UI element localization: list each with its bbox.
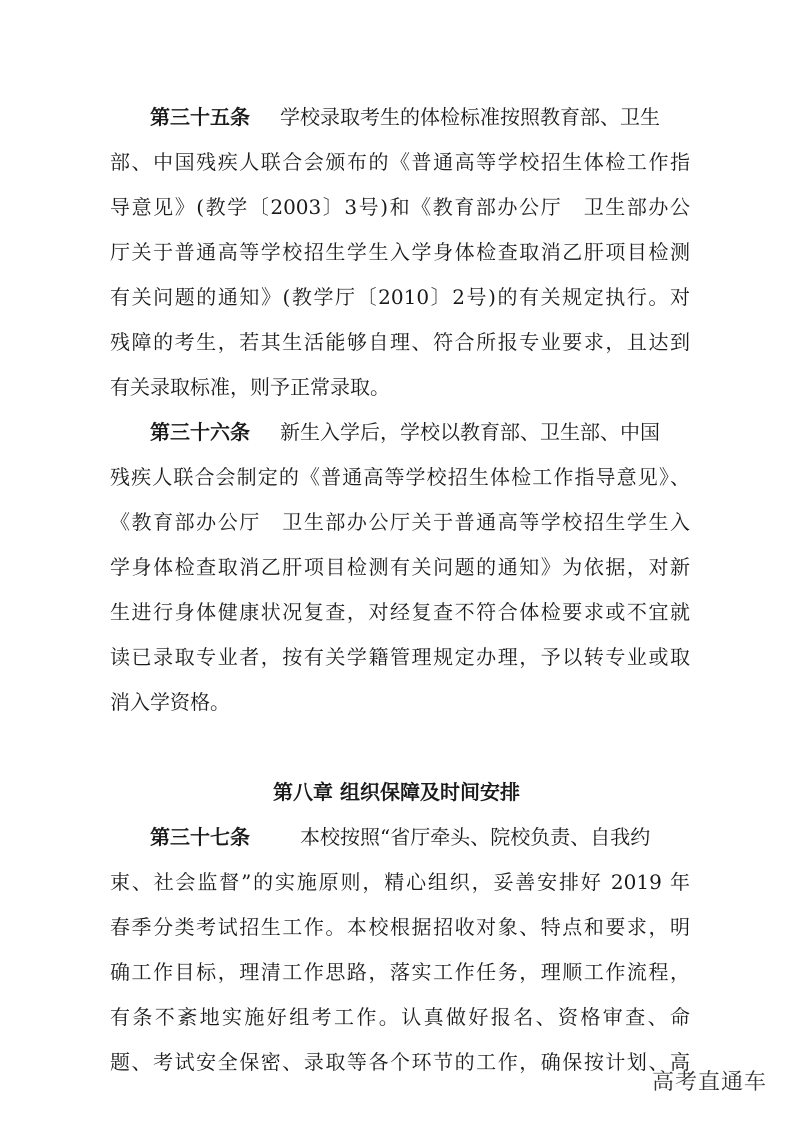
article-36-line-6: 读已录取专业者，按有关学籍管理规定办理，予以转专业或取 bbox=[110, 645, 690, 669]
article-37-line-2: 束、社会监督”的实施原则，精心组织，妥善安排好 2019 年 bbox=[110, 870, 690, 894]
article-37-line-1 bbox=[150, 822, 690, 852]
article-37-line-5: 有条不紊地实施好组考工作。认真做好报名、资格审查、命 bbox=[110, 1005, 690, 1029]
article-36-line-1 bbox=[150, 417, 690, 447]
article-37-title: 第三十七条 bbox=[150, 825, 250, 849]
article-36-line-7: 消入学资格。 bbox=[110, 690, 230, 714]
article-35-text: 学校录取考生的体检标准按照教育部、卫生 bbox=[280, 105, 660, 129]
article-35-line-6: 残障的考生，若其生活能够自理、符合所报专业要求，且达到 bbox=[110, 330, 690, 354]
chapter-8-heading: 第八章 组织保障及时间安排 bbox=[273, 780, 520, 804]
article-36-line-2: 残疾人联合会制定的《普通高等学校招生体检工作指导意见》、 bbox=[110, 465, 690, 489]
article-36-line-4: 学身体检查取消乙肝项目检测有关问题的通知》为依据，对新 bbox=[110, 555, 690, 579]
article-35-title: 第三十五条 bbox=[150, 105, 250, 129]
article-37-line-4: 确工作目标，理清工作思路，落实工作任务，理顺工作流程， bbox=[110, 960, 690, 984]
article-37-text: 本校按照“省厅牵头、院校负责、自我约 bbox=[300, 825, 651, 849]
article-35-line-7: 有关录取标准，则予正常录取。 bbox=[110, 375, 390, 399]
watermark-text: 高考直通车 bbox=[651, 1070, 767, 1095]
article-36-line-5: 生进行身体健康状况复查，对经复查不符合体检要求或不宜就 bbox=[110, 600, 690, 624]
article-37-line-6: 题、考试安全保密、录取等各个环节的工作，确保按计划、高 bbox=[110, 1050, 690, 1074]
article-35-line-3: 导意见》(教学〔2003〕3号)和《教育部办公厅 卫生部办公 bbox=[110, 195, 690, 219]
article-35-line-1 bbox=[150, 102, 690, 132]
article-36-line-3: 《教育部办公厅 卫生部办公厅关于普通高等学校招生学生入 bbox=[110, 510, 690, 534]
article-36-title: 第三十六条 bbox=[150, 420, 250, 444]
article-37-line-3: 春季分类考试招生工作。本校根据招收对象、特点和要求，明 bbox=[110, 915, 690, 939]
article-35-line-5: 有关问题的通知》(教学厅〔2010〕2号)的有关规定执行。对 bbox=[110, 285, 690, 309]
article-35-line-4: 厅关于普通高等学校招生学生入学身体检查取消乙肝项目检测 bbox=[110, 240, 690, 264]
article-36-text: 新生入学后，学校以教育部、卫生部、中国 bbox=[280, 420, 660, 444]
article-35-line-2: 部、中国残疾人联合会颁布的《普通高等学校招生体检工作指 bbox=[110, 150, 690, 174]
